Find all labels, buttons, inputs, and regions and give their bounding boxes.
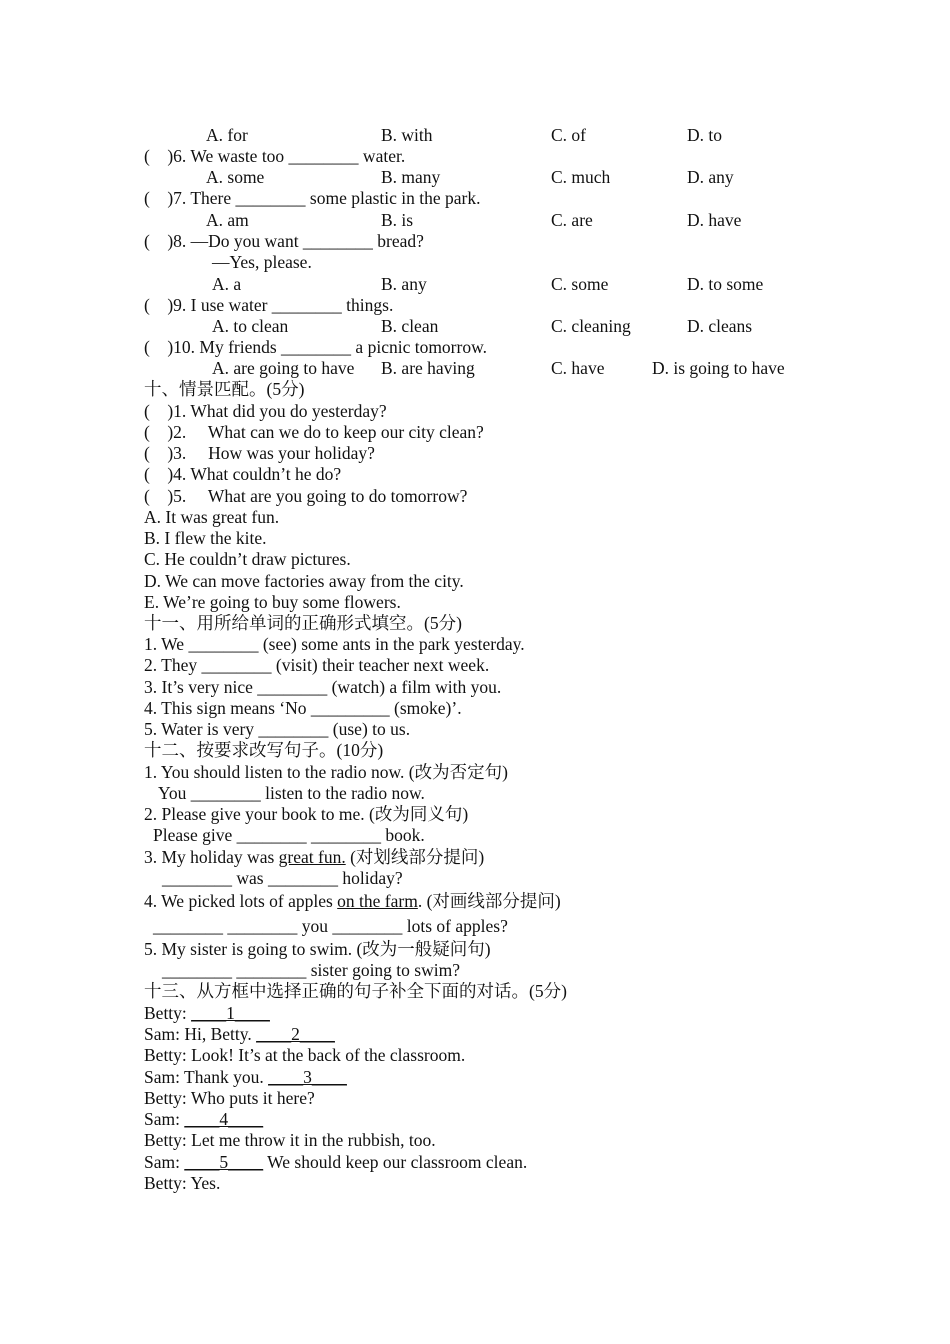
question-8: ( )8. —Do you want ________ bread? [144, 231, 424, 251]
dialogue-blank: ____3____ [268, 1067, 347, 1087]
dialogue-line: Betty: Yes. [144, 1173, 221, 1193]
option-b: B. are having [381, 358, 475, 378]
dialogue-line [144, 1003, 270, 1024]
dialogue-line [144, 1067, 347, 1088]
section-13-title: 十三、从方框中选择正确的句子补全下面的对话。(5分) [144, 981, 567, 1001]
underlined-part: great fun. [278, 847, 346, 867]
dialogue-line: Betty: Let me throw it in the rubbish, too. [144, 1130, 436, 1150]
match-answer: C. He couldn’t draw pictures. [144, 549, 351, 569]
option-b: B. is [381, 210, 414, 230]
option-b: B. many [381, 167, 441, 187]
fill-item: 3. It’s very nice ________ (watch) a film with you. [144, 677, 502, 697]
dialogue-line [144, 1152, 527, 1173]
dialogue-line [144, 1109, 263, 1130]
instruction: . (对画线部分提问) [417, 891, 561, 911]
option-d: D. any [687, 167, 734, 187]
fill-item: 2. They ________ (visit) their teacher next week. [144, 655, 490, 675]
match-question: ( )1. What did you do yesterday? [144, 401, 387, 421]
question-7: ( )7. There ________ some plastic in the park. [144, 188, 481, 208]
fill-item: 1. We ________ (see) some ants in the park yesterday. [144, 634, 525, 654]
question-6: ( )6. We waste too ________ water. [144, 146, 406, 166]
question-text: 4. We picked lots of apples [144, 891, 338, 911]
match-answer: E. We’re going to buy some flowers. [144, 592, 401, 612]
option-a: A. some [206, 167, 265, 187]
rewrite-answer: Please give ________ ________ book. [153, 825, 425, 845]
rewrite-answer: You ________ listen to the radio now. [158, 783, 425, 803]
dialogue-line: Betty: Who puts it here? [144, 1088, 315, 1108]
fill-item: 5. Water is very ________ (use) to us. [144, 719, 411, 739]
speaker-text: Betty: [144, 1003, 192, 1023]
dialogue-line [144, 1024, 335, 1045]
dialogue-blank: ____4____ [184, 1109, 264, 1129]
speaker-text: Sam: [144, 1109, 185, 1129]
rewrite-answer: ________ was ________ holiday? [162, 868, 403, 888]
rewrite-question [144, 847, 484, 868]
question-9: ( )9. I use water ________ things. [144, 295, 394, 315]
speaker-text: Sam: [144, 1152, 185, 1172]
question-8-reply: —Yes, please. [212, 252, 312, 272]
option-a: A. am [206, 210, 249, 230]
option-d: D. is going to have [652, 358, 785, 378]
option-a: A. a [212, 274, 242, 294]
match-question: ( )3. How was your holiday? [144, 443, 375, 463]
option-d: D. to some [687, 274, 764, 294]
option-c: C. some [551, 274, 609, 294]
option-d: D. to [687, 125, 722, 145]
option-b: B. clean [381, 316, 439, 336]
match-question: ( )4. What couldn’t he do? [144, 464, 342, 484]
instruction: (对划线部分提问) [345, 847, 485, 867]
speaker-text: Sam: Hi, Betty. [144, 1024, 257, 1044]
match-answer: A. It was great fun. [144, 507, 280, 527]
rewrite-answer: ________ ________ sister going to swim? [162, 960, 460, 980]
section-10-title: 十、情景匹配。(5分) [144, 379, 305, 399]
question-10: ( )10. My friends ________ a picnic tomorrow. [144, 337, 487, 357]
rewrite-answer: ________ ________ you ________ lots of apples? [153, 916, 508, 936]
section-12-title: 十二、按要求改写句子。(10分) [144, 740, 384, 760]
option-a: A. are going to have [212, 358, 355, 378]
dialogue-blank: ____2____ [256, 1024, 335, 1044]
dialogue-blank: ____1____ [191, 1003, 270, 1023]
question-text: 3. My holiday was [144, 847, 279, 867]
rewrite-question: 5. My sister is going to swim. (改为一般疑问句) [144, 939, 491, 959]
match-question: ( )2. What can we do to keep our city clean? [144, 422, 484, 442]
option-b: B. any [381, 274, 427, 294]
rewrite-question: 1. You should listen to the radio now. (改为否定句) [144, 762, 508, 782]
option-a: A. for [206, 125, 248, 145]
speaker-text: Sam: Thank you. [144, 1067, 269, 1087]
option-c: C. much [551, 167, 611, 187]
rewrite-question: 2. Please give your book to me. (改为同义句) [144, 804, 469, 824]
speaker-text: We should keep our classroom clean. [263, 1152, 528, 1172]
match-question: ( )5. What are you going to do tomorrow? [144, 486, 468, 506]
option-c: C. of [551, 125, 586, 145]
option-d: D. have [687, 210, 742, 230]
option-a: A. to clean [212, 316, 289, 336]
dialogue-blank: ____5____ [184, 1152, 264, 1172]
option-d: D. cleans [687, 316, 753, 336]
match-answer: B. I flew the kite. [144, 528, 267, 548]
option-b: B. with [381, 125, 433, 145]
option-c: C. are [551, 210, 593, 230]
option-c: C. have [551, 358, 605, 378]
underlined-part: on the farm [337, 891, 418, 911]
option-c: C. cleaning [551, 316, 631, 336]
dialogue-line: Betty: Look! It’s at the back of the classroom. [144, 1045, 466, 1065]
fill-item: 4. This sign means ‘No _________ (smoke)’. [144, 698, 462, 718]
match-answer: D. We can move factories away from the city. [144, 571, 464, 591]
rewrite-question [144, 891, 561, 912]
section-11-title: 十一、用所给单词的正确形式填空。(5分) [144, 613, 462, 633]
